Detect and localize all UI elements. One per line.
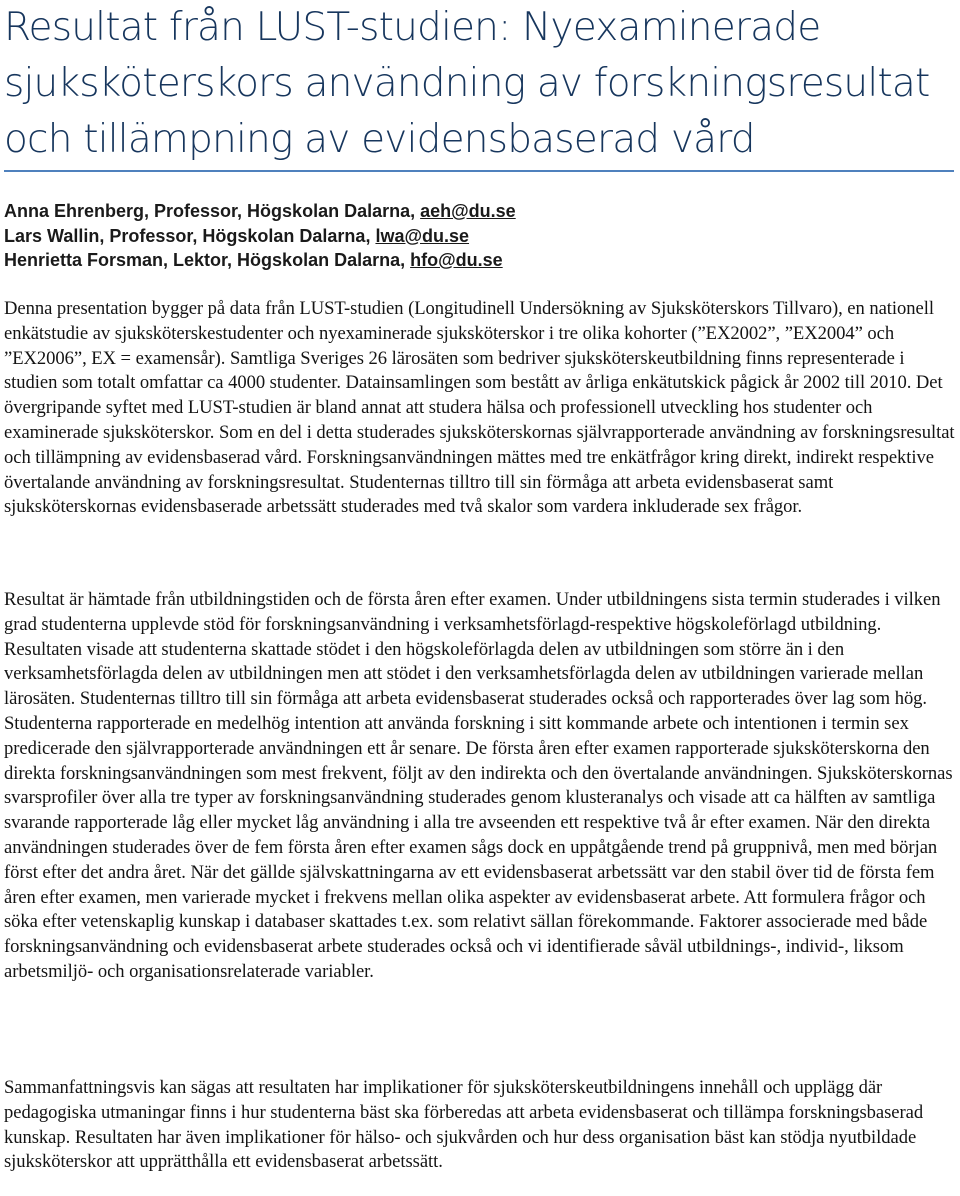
title-line: och tillämpning av evidensbaserad vård xyxy=(4,117,755,162)
body-paragraph: Resultat är hämtade från utbildningstiden och de första åren efter examen. Under utbildningens sista termin studerades i vilken grad studenterna upplevde stöd för forskningsanvändning i verksamhetsförlagd-respektive högskoleförlagd utbildning. Resultaten visade att studenterna skattade stödet i den högskoleförlagda delen av utbildningen som större än i den verksamhetsförlagda delen av utbildningen men att stödet i den verksamhetsförlagda delen av utbildningen varierade mellan lärosäten. Studenternas tilltro till sin förmåga att arbeta evidensbaserat studerades också och rapporterades över lag som hög. Studenterna rapporterade en medelhög intention att använda forskning i sitt kommande arbete och intentionen i termin sex predicerade den självrapporterade användningen ett år senare. De första åren efter examen rapporterade sjuksköterskorna den direkta forskningsanvändningen som mest frekvent, följt av den indirekta och den övertalande användningen. Sjuksköterskornas svarsprofiler över alla tre typer av forskningsanvändning studerades genom klusteranalys och visade att ca hälften av samtliga svarande rapporterade låg eller mycket låg användning i alla tre avseenden ett respektive två år efter examen. När den direkta användningen studerades över de fem första åren efter examen sågs dock en uppåtgående trend på gruppnivå, men med början först efter det andra året. När det gällde självskattningarna av ett evidensbaserat arbetssätt var den stabil över tid de första fem åren efter examen, men varierade mycket i frekvens mellan olika aspekter av evidensbaserat arbete. Att formulera frågor och söka efter vetenskaplig kunskap i databaser skattades t.ex. som relativt sällan förekommande. Faktorer associerade med både forskningsanvändning och evidensbaserat arbete studerades också och vi identifierade såväl utbildnings-, individ-, liksom arbetsmiljö- och organisationsrelaterade variabler. xyxy=(4,589,953,982)
body-paragraph: Sammanfattningsvis kan sägas att resultaten har implikationer för sjuksköterskeutbildningens innehåll och upplägg där pedagogiska utmaningar finns i hur studenterna bäst ska förberedas att arbeta evidensbaserat och tillämpa forskningsbaserad kunskap. Resultaten har även implikationer för hälso- och sjukvården och hur dess organisation bäst kan stödja nyutbildade sjuksköterskor att upprätthålla ett evidensbaserat arbetssätt. xyxy=(4,1077,924,1173)
author-line xyxy=(4,248,954,273)
author-list xyxy=(4,199,954,273)
author-info: Henrietta Forsman, Lektor, Högskolan Dalarna, xyxy=(4,250,411,270)
body-paragraph: Denna presentation bygger på data från LUST-studien (Longitudinell Undersökning av Sjuksköterskors Tillvaro), en nationell enkätstudie av sjuksköterskestudenter och nyexaminerade sjuksköterskor i tre olika kohorter (”EX2002”, ”EX2004” och ”EX2006”, EX = examensår). Samtliga Sveriges 26 lärosäten som bedriver sjuksköterskeutbildning finns representerade i studien som totalt omfattar ca 4000 studenter. Datainsamlingen som bestått av årliga enkätutskick pågick år 2002 till 2010. Det övergripande syftet med LUST-studien är bland annat att studera hälsa och professionell utveckling hos studenter och examinerade sjuksköterskor. Som en del i detta studerades sjuksköterskornas självrapporterade användning av forskningsresultat och tillämpning av evidensbaserad vård. Forskningsanvändningen mättes med tre enkätfrågor kring direkt, indirekt respektive övertalande användning av forskningsresultat. Studenternas tilltro till sin förmåga att arbeta evidensbaserat samt sjuksköterskornas evidensbaserade arbetssätt studerades med två skalor som vardera inkluderade sex frågor. xyxy=(4,298,955,518)
title-divider xyxy=(4,170,954,172)
author-email-link[interactable]: lwa@du.se xyxy=(375,225,470,246)
author-line xyxy=(4,199,954,224)
title-line: Resultat från LUST-studien: Nyexaminerade xyxy=(4,5,821,50)
author-line xyxy=(4,224,954,249)
author-email-link[interactable]: hfo@du.se xyxy=(410,250,503,270)
title-line: sjuksköterskors användning av forskningsresultat xyxy=(4,61,930,106)
author-info: Anna Ehrenberg, Professor, Högskolan Dalarna, xyxy=(4,201,421,221)
author-info: Lars Wallin, Professor, Högskolan Dalarna, xyxy=(4,225,376,246)
author-email-link[interactable]: aeh@du.se xyxy=(420,201,516,221)
document-title xyxy=(4,0,954,168)
